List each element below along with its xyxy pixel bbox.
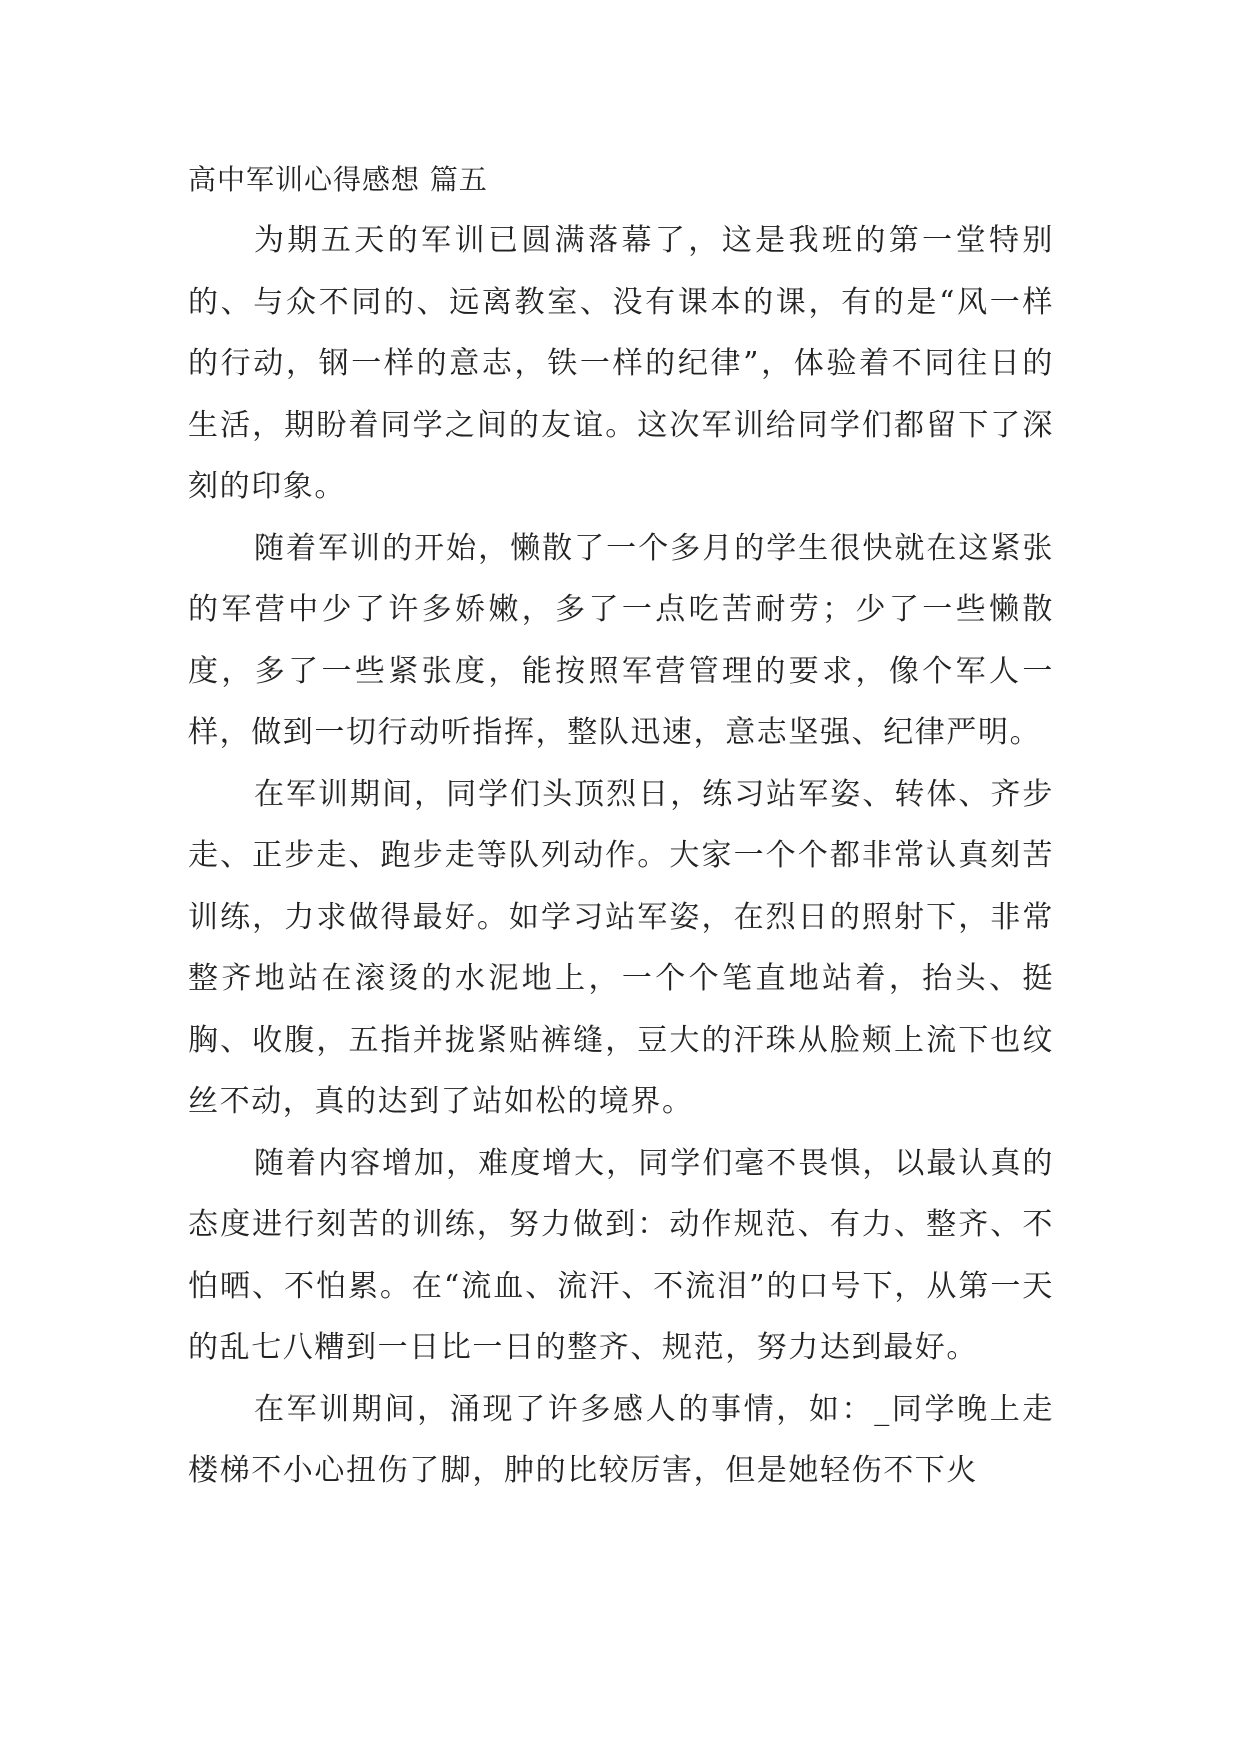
paragraph-3: 在军训期间，同学们头顶烈日，练习站军姿、转体、齐步走、正步走、跑步走等队列动作。大家一个个都非常认真刻苦训练，力求做得最好。如学习站军姿，在烈日的照射下，非常整齐地站在滚烫的水泥地上，一个个笔直地站着，抬头、挺胸、收腹，五指并拢紧贴裤缝，豆大的汗珠从脸颊上流下也纹丝不动，真的达到了站如松的境界。 xyxy=(188,776,1054,1119)
paragraph-5: 在军训期间，涌现了许多感人的事情，如：_同学晚上走楼梯不小心扭伤了脚，肿的比较厉害，但是她轻伤不下火 xyxy=(188,1391,1054,1488)
document-title: 高中军训心得感想 篇五 xyxy=(188,163,488,196)
document-body xyxy=(188,158,1054,1502)
paragraph-2: 随着军训的开始，懒散了一个多月的学生很快就在这紧张的军营中少了许多娇嫩，多了一点吃苦耐劳；少了一些懒散度，多了一些紧张度，能按照军营管理的要求，像个军人一样，做到一切行动听指挥，整队迅速，意志坚强、纪律严明。 xyxy=(188,530,1054,750)
paragraph-4: 随着内容增加，难度增大，同学们毫不畏惧，以最认真的态度进行刻苦的训练，努力做到：动作规范、有力、整齐、不怕晒、不怕累。在“流血、流汗、不流泪”的口号下，从第一天的乱七八糟到一日比一日的整齐、规范，努力达到最好。 xyxy=(188,1145,1054,1365)
paragraph-1: 为期五天的军训已圆满落幕了，这是我班的第一堂特别的、与众不同的、远离教室、没有课本的课，有的是“风一样的行动，钢一样的意志，铁一样的纪律”，体验着不同往日的生活，期盼着同学之间的友谊。这次军训给同学们都留下了深刻的印象。 xyxy=(188,223,1054,504)
